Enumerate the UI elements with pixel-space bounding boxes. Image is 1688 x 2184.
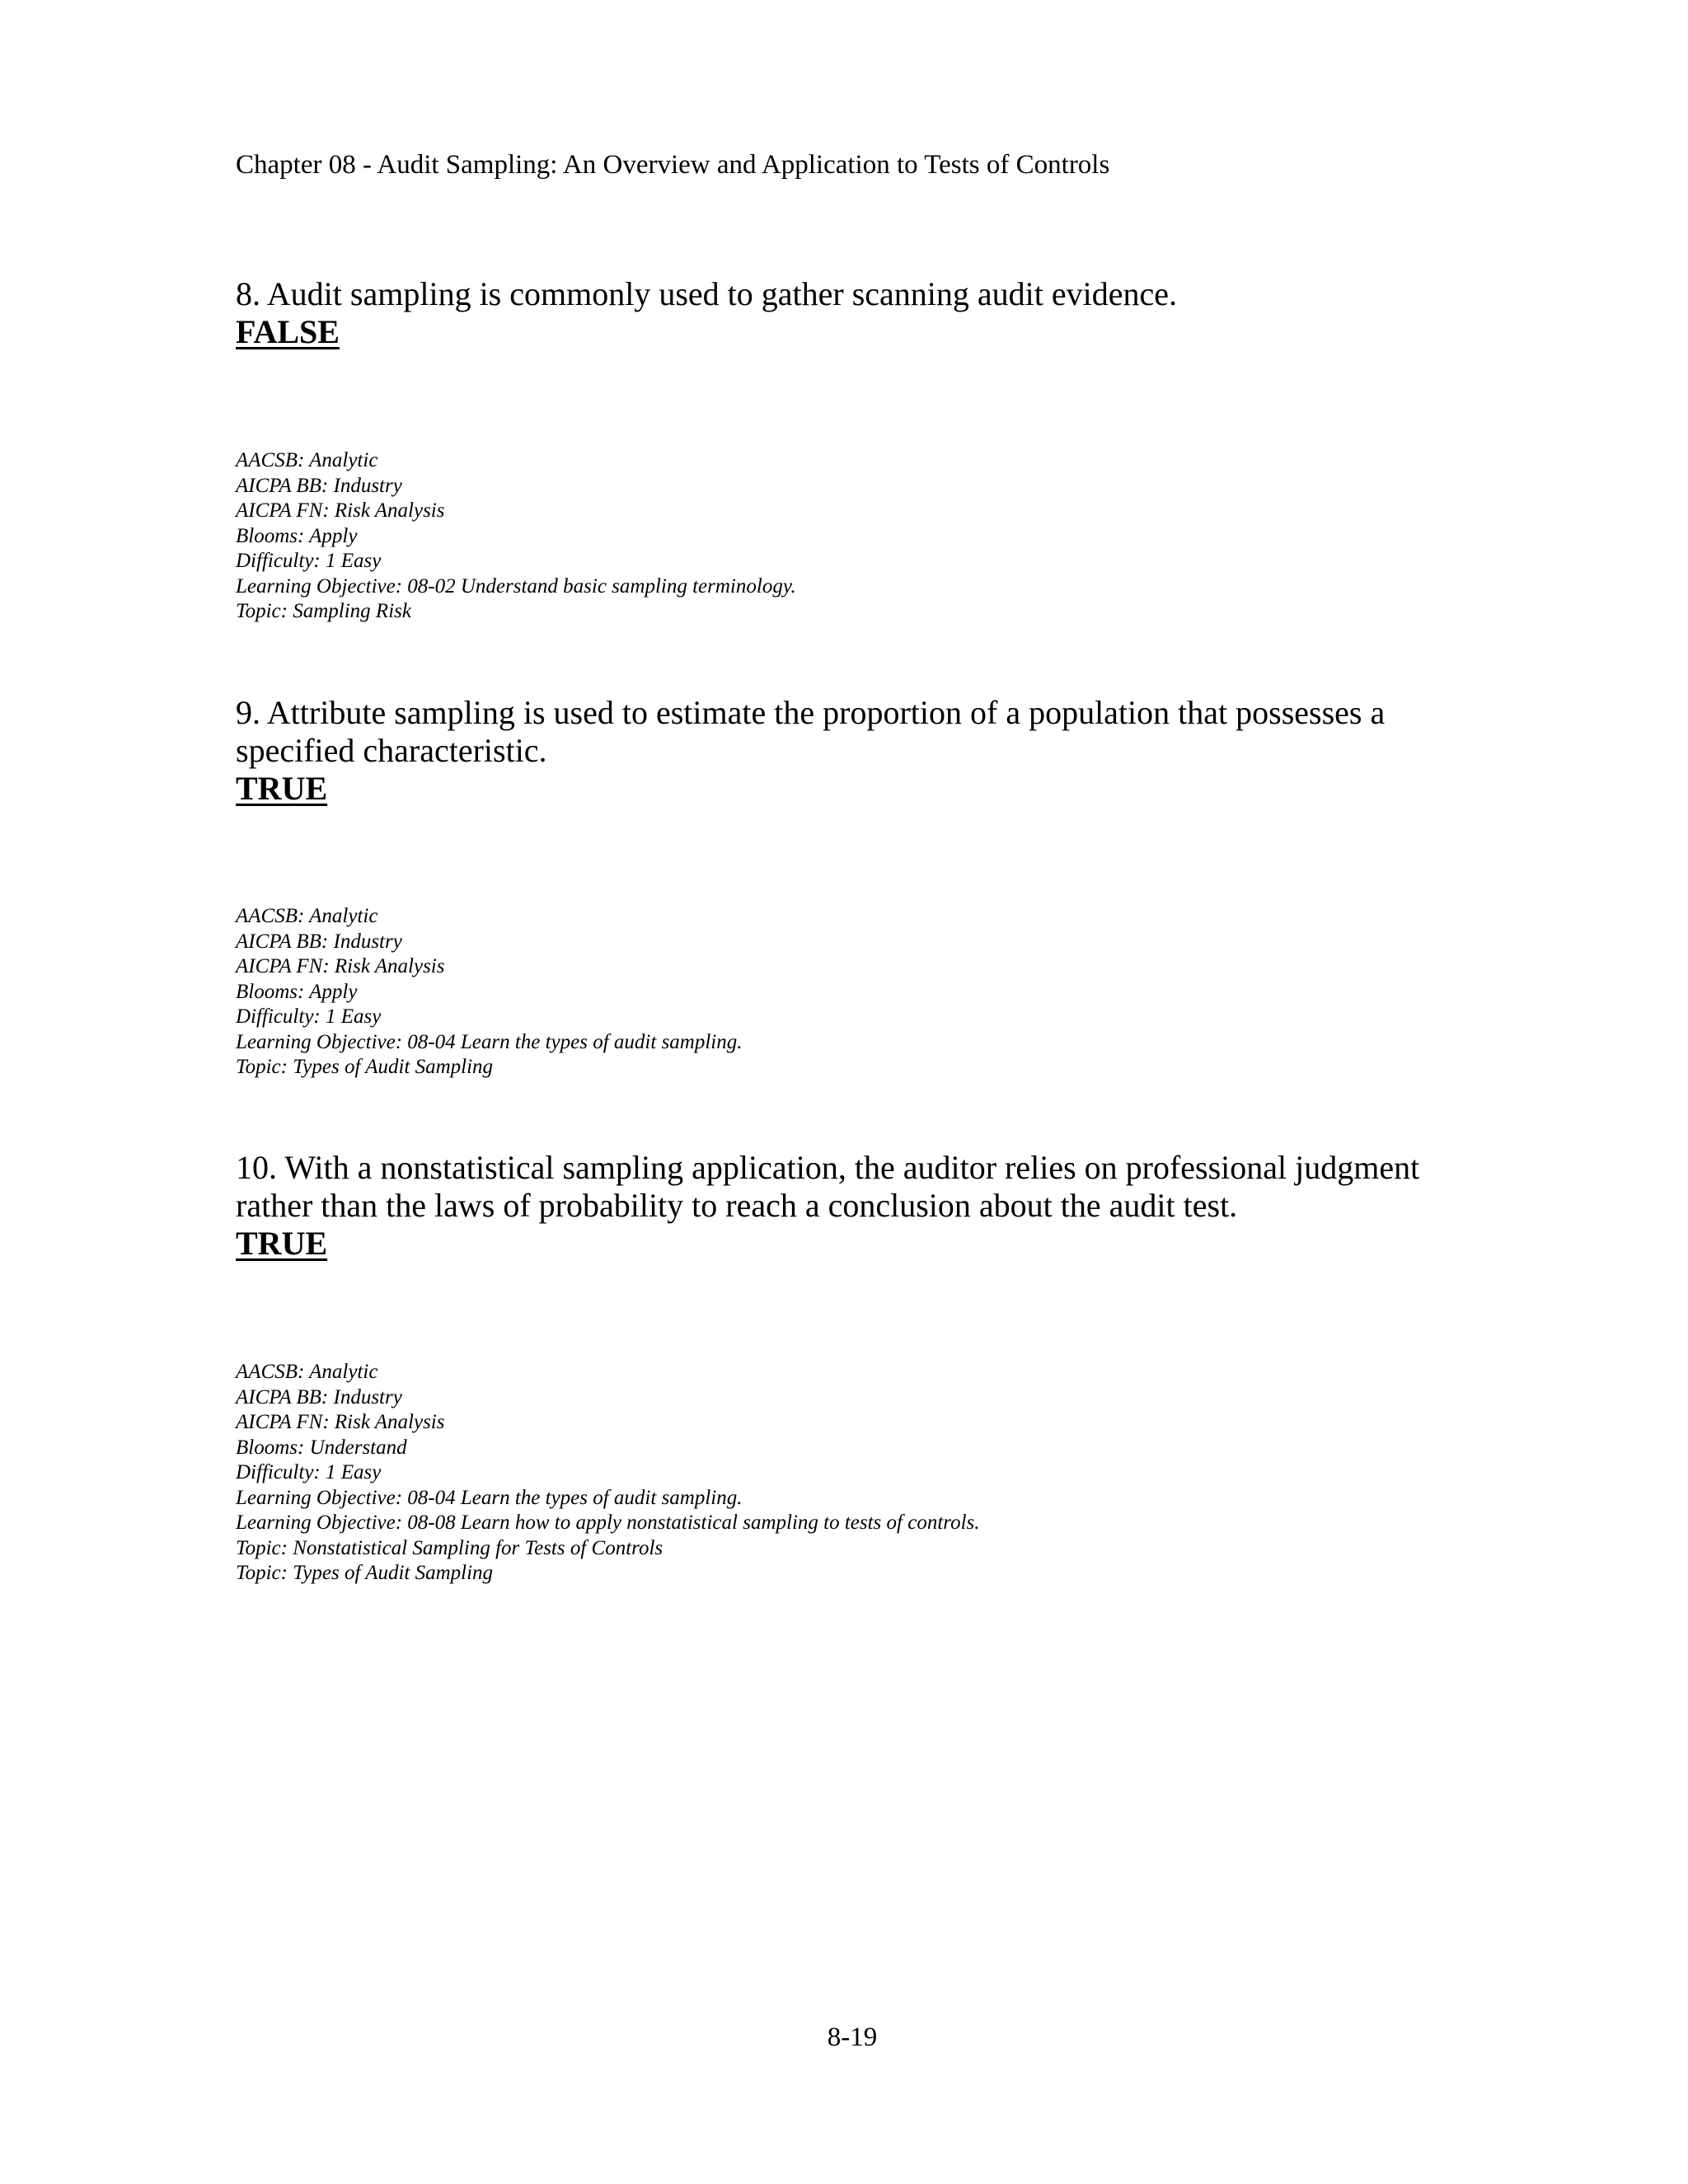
question-8-metadata bbox=[236, 448, 796, 625]
meta-blooms: Blooms: Apply bbox=[236, 524, 358, 547]
question-9-metadata bbox=[236, 904, 743, 1080]
question-text: 8. Audit sampling is commonly used to gather scanning audit evidence. bbox=[236, 275, 1178, 312]
meta-learning-objective: Learning Objective: 08-02 Understand basic sampling terminology. bbox=[236, 574, 796, 598]
question-10-metadata bbox=[236, 1360, 980, 1586]
question-9 bbox=[236, 694, 1456, 808]
answer: TRUE bbox=[236, 1225, 328, 1262]
meta-aicpa-fn: AICPA FN: Risk Analysis bbox=[236, 955, 445, 977]
answer: FALSE bbox=[236, 313, 340, 350]
meta-difficulty: Difficulty: 1 Easy bbox=[236, 1461, 382, 1483]
meta-aacsb: AACSB: Analytic bbox=[236, 1361, 378, 1383]
meta-aicpa-fn: AICPA FN: Risk Analysis bbox=[236, 1411, 445, 1433]
meta-aicpa-bb: AICPA BB: Industry bbox=[236, 474, 402, 497]
meta-topic: Topic: Types of Audit Sampling bbox=[236, 1056, 494, 1078]
meta-aicpa-bb: AICPA BB: Industry bbox=[236, 1385, 402, 1408]
answer: TRUE bbox=[236, 770, 328, 807]
meta-aacsb: AACSB: Analytic bbox=[236, 905, 378, 927]
question-10 bbox=[236, 1149, 1456, 1263]
question-8 bbox=[236, 275, 1456, 351]
meta-learning-objective: Learning Objective: 08-04 Learn the types of audit sampling. bbox=[236, 1486, 743, 1509]
page-number: 8-19 bbox=[827, 2022, 878, 2052]
meta-aacsb: AACSB: Analytic bbox=[236, 449, 378, 471]
meta-learning-objective: Learning Objective: 08-08 Learn how to apply nonstatistical sampling to tests of controls. bbox=[236, 1511, 980, 1534]
meta-difficulty: Difficulty: 1 Easy bbox=[236, 550, 382, 572]
meta-aicpa-fn: AICPA FN: Risk Analysis bbox=[236, 499, 445, 522]
question-text: 10. With a nonstatistical sampling application, the auditor relies on professional judgment rather than the laws of probability to reach a conclusion about the audit test. bbox=[236, 1149, 1420, 1224]
chapter-title: Chapter 08 - Audit Sampling: An Overview and Application to Tests of Controls bbox=[236, 150, 1110, 180]
meta-blooms: Blooms: Understand bbox=[236, 1436, 407, 1459]
meta-topic: Topic: Nonstatistical Sampling for Tests of Controls bbox=[236, 1536, 663, 1559]
meta-aicpa-bb: AICPA BB: Industry bbox=[236, 930, 402, 953]
question-text: 9. Attribute sampling is used to estimate the proportion of a population that possesses a specified characteristic. bbox=[236, 694, 1386, 769]
meta-topic: Topic: Sampling Risk bbox=[236, 600, 411, 622]
meta-learning-objective: Learning Objective: 08-04 Learn the types of audit sampling. bbox=[236, 1030, 743, 1053]
meta-topic: Topic: Types of Audit Sampling bbox=[236, 1562, 494, 1584]
meta-difficulty: Difficulty: 1 Easy bbox=[236, 1005, 382, 1028]
meta-blooms: Blooms: Apply bbox=[236, 980, 358, 1003]
